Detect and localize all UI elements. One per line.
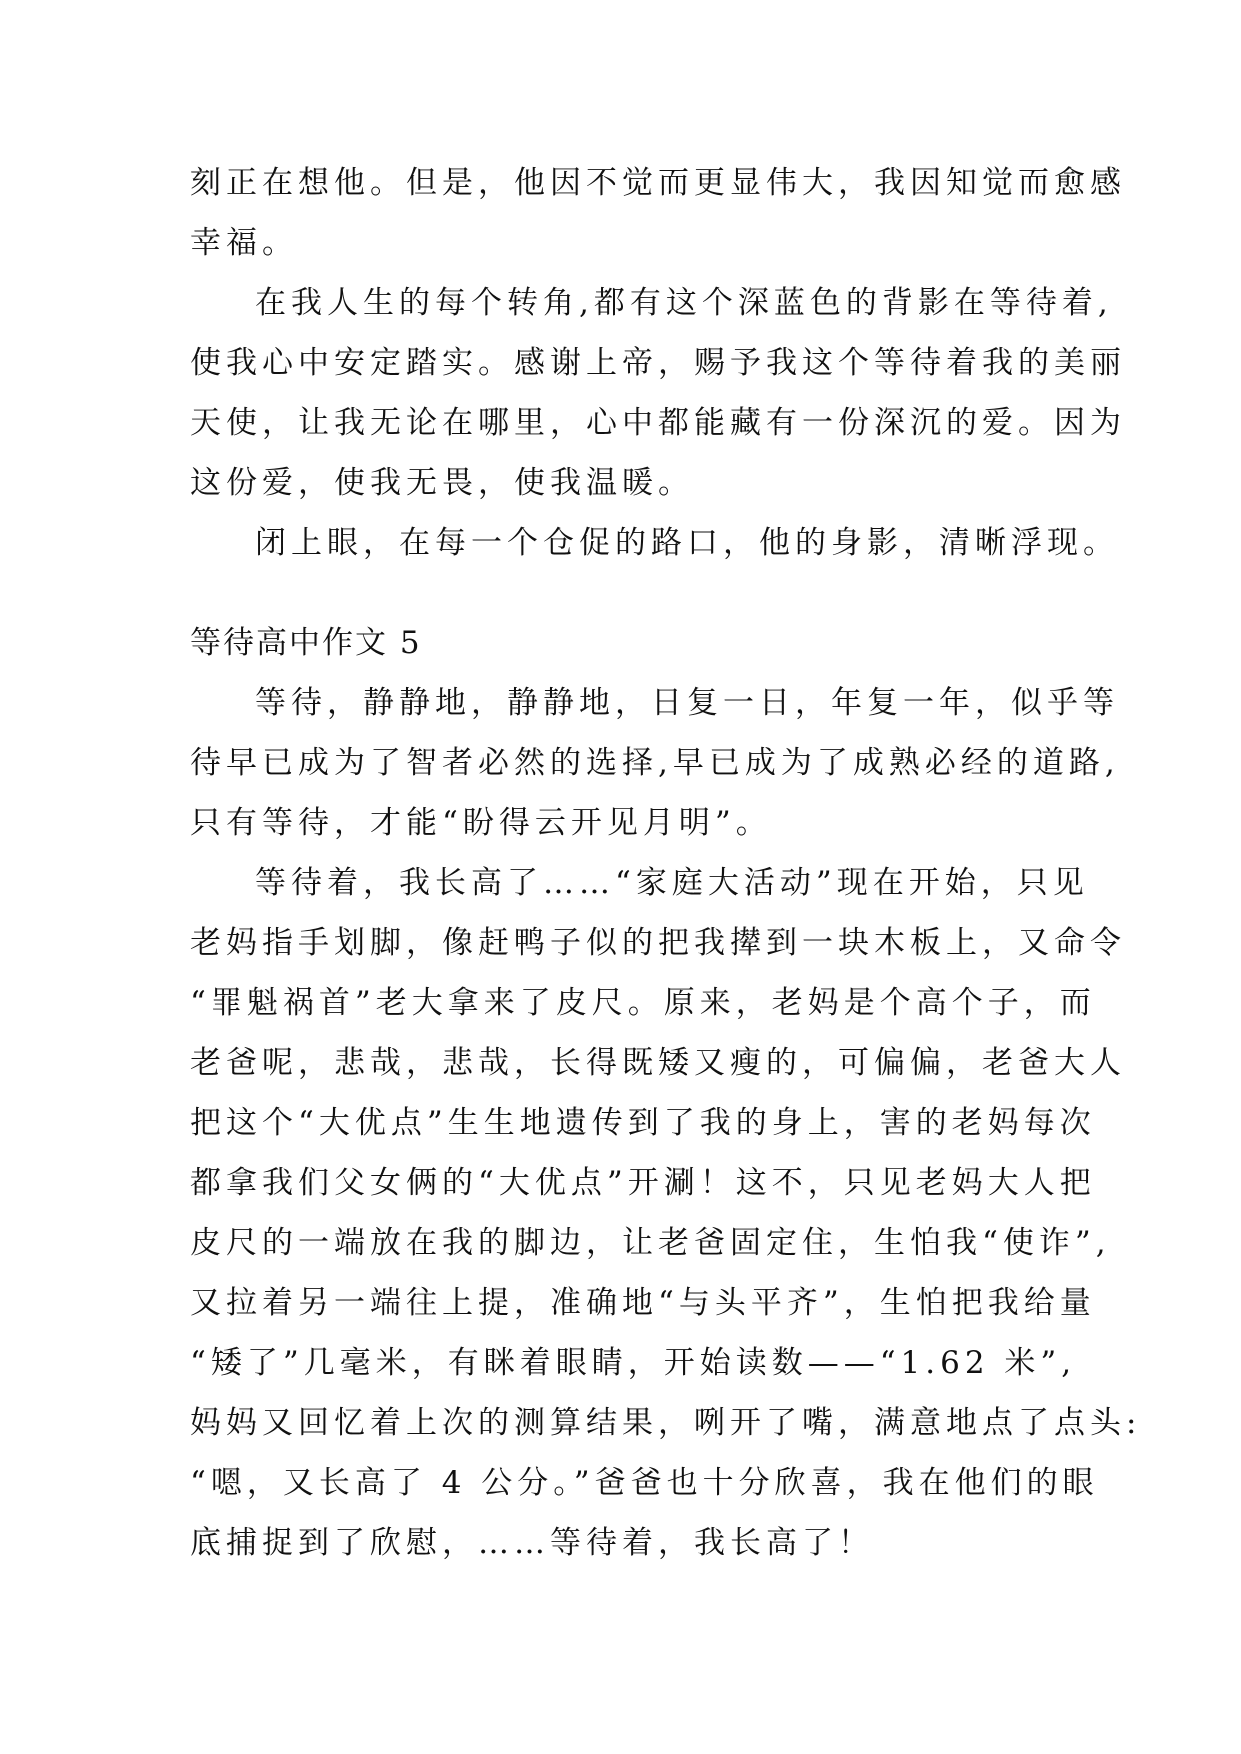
paragraph-line: 幸福。: [190, 225, 298, 261]
paragraph-line: 把这个“大优点”生生地遗传到了我的身上，害的老妈每次: [190, 1105, 1096, 1141]
paragraph-line: 等待着，我长高了……“家庭大活动”现在开始，只见: [255, 865, 1089, 901]
paragraph-line: 妈妈又回忆着上次的测算结果，咧开了嘴，满意地点了点头:: [190, 1405, 1142, 1441]
paragraph-line: 这份爱，使我无畏，使我温暖。: [190, 465, 694, 501]
section-title: 等待高中作文 5: [190, 625, 422, 661]
paragraph-line: “嗯，又长高了 4 公分。”爸爸也十分欣喜，我在他们的眼: [190, 1465, 1099, 1501]
paragraph-line: “矮了”几毫米，有眯着眼睛，开始读数——“1.62 米”,: [190, 1345, 1077, 1381]
paragraph-line: 待早已成为了智者必然的选择,早已成为了成熟必经的道路,: [190, 745, 1120, 781]
paragraph-line: 又拉着另一端往上提，准确地“与头平齐”，生怕把我给量: [190, 1285, 1096, 1321]
paragraph-line: 天使，让我无论在哪里，心中都能藏有一份深沉的爱。因为: [190, 405, 1126, 441]
paragraph-line: 刻正在想他。但是，他因不觉而更显伟大，我因知觉而愈感: [190, 165, 1126, 201]
paragraph-line: 闭上眼，在每一个仓促的路口，他的身影，清晰浮现。: [255, 525, 1119, 561]
paragraph-line: “罪魁祸首”老大拿来了皮尺。原来，老妈是个高个子，而: [190, 985, 1096, 1021]
paragraph-line: 使我心中安定踏实。感谢上帝，赐予我这个等待着我的美丽: [190, 345, 1126, 381]
paragraph-line: 老妈指手划脚，像赶鸭子似的把我撵到一块木板上，又命令: [190, 925, 1126, 961]
paragraph-line: 在我人生的每个转角,都有这个深蓝色的背影在等待着,: [255, 285, 1113, 321]
paragraph-line: 皮尺的一端放在我的脚边，让老爸固定住，生怕我“使诈”,: [190, 1225, 1111, 1261]
paragraph-line: 底捕捉到了欣慰，……等待着，我长高了！: [190, 1525, 874, 1561]
paragraph-line: 老爸呢，悲哉，悲哉，长得既矮又瘦的，可偏偏，老爸大人: [190, 1045, 1126, 1081]
paragraph-line: 只有等待，才能“盼得云开见月明”。: [190, 805, 772, 841]
paragraph-line: 都拿我们父女俩的“大优点”开涮！这不，只见老妈大人把: [190, 1165, 1096, 1201]
paragraph-line: 等待，静静地，静静地，日复一日，年复一年，似乎等: [255, 685, 1119, 721]
